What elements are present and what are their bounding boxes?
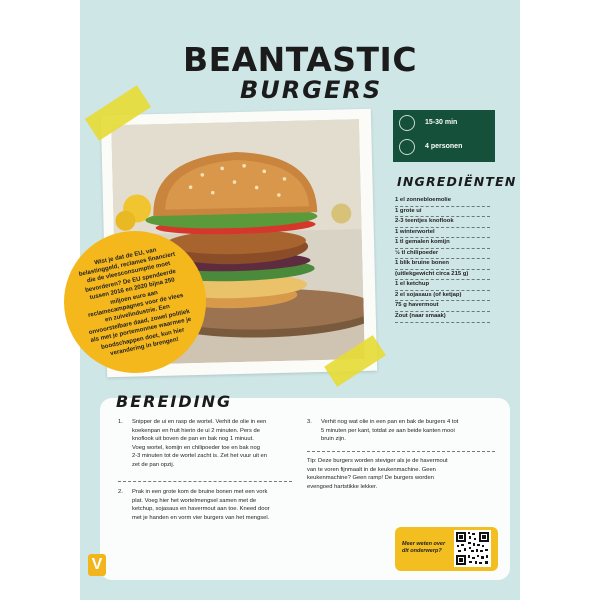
step-line: Verhit nog wat olie in een pan en bak de burgers 4 tot xyxy=(321,419,459,425)
clock-icon xyxy=(399,115,415,131)
qr-code-icon[interactable] xyxy=(454,530,491,567)
step-line: knoflook uit boven de pan en bak nog 1 minuut. xyxy=(132,436,254,442)
ingredient-item: 2 el sojasaus (of ketjap) xyxy=(395,291,490,302)
ingredient-item: ½ tl chilipoeder xyxy=(395,249,490,260)
info-box xyxy=(393,110,495,162)
step-2 xyxy=(118,488,288,526)
ingredient-item: 1 blik bruine bonen xyxy=(395,259,490,270)
step-line: plat. Voeg hier het wortelmengsel samen met de xyxy=(132,497,257,504)
step-line: zet de pan opzij. xyxy=(132,461,175,468)
ingredient-item: 1 winterwortel xyxy=(395,228,490,239)
ingredient-item: 2-3 teentjes knoflook xyxy=(395,217,490,228)
divider xyxy=(307,451,495,452)
step-line: Snipper de ui en rasp de wortel. Verhit de olie in een xyxy=(132,419,267,425)
step-line: met je handen en vorm vier burgers van het mengsel. xyxy=(132,514,270,521)
step-text xyxy=(132,488,270,522)
step-1 xyxy=(118,418,288,474)
more-info-box[interactable] xyxy=(395,527,498,571)
step-line: ketchup, sojasaus en havermout aan toe. Kneed door xyxy=(132,506,270,512)
step-line: Prak in een grote kom de bruine bonen met een vork xyxy=(132,489,268,495)
preparation-title: BEREIDING xyxy=(116,392,233,411)
tip xyxy=(307,457,497,493)
time-text: 15-30 min xyxy=(425,119,458,126)
persons-text: 4 personen xyxy=(425,143,463,150)
ingredient-item: (uitlekgewicht circa 215 g) xyxy=(395,270,490,281)
step-text xyxy=(132,418,267,469)
ingredients-title: INGREDIËNTEN xyxy=(397,174,517,189)
time-row xyxy=(393,113,495,135)
ingredient-item: 75 g havermout xyxy=(395,301,490,312)
step-line: bruin zijn. xyxy=(321,436,346,442)
step-number: 1. xyxy=(118,419,123,425)
tip-line: Tip: Deze burgers worden steviger als je de havermout xyxy=(307,458,448,464)
step-text xyxy=(321,418,458,444)
persons-icon xyxy=(399,139,415,155)
tip-line: van te voren fijnmaalt in de keukenmachine. Geen xyxy=(307,466,436,473)
title-line2: BURGERS xyxy=(240,76,383,104)
fact-text: Wist je dat de EU, van belastinggeld, reclames financiert die de vleesconsumptie moet bevorderen? De EU spendeerde tussen 2016 en 2020 bijna 250 miljoen euro aan reclamecampagnes voor de vlees en zuivelindustrie. Een onvoorstelbare daad, zowel politiek als met je portemonnee waarmee je boodschappen doet, kun hier verandering in brengen! xyxy=(78,246,192,358)
step-line: koekenpan en fruit hierin de ui 2 minuten. Pers de xyxy=(132,427,260,434)
brand-logo xyxy=(88,554,106,576)
step-3 xyxy=(307,418,497,446)
step-line: Voeg wortel, komijn en chilipoeder toe en bak nog xyxy=(132,444,260,451)
ingredients-list xyxy=(395,196,490,323)
persons-row xyxy=(393,137,495,159)
ingredient-item: 1 tl gemalen komijn xyxy=(395,238,490,249)
step-number: 2. xyxy=(118,489,123,495)
step-line: 2-3 minuten tot de wortel zacht is. Zet het vuur uit en xyxy=(132,453,268,459)
ingredient-item: 1 grote ui xyxy=(395,207,490,218)
step-number: 3. xyxy=(307,419,312,425)
tip-line: evengoed hartstikke lekker. xyxy=(307,483,378,490)
title-line1: BEANTASTIC xyxy=(182,40,418,79)
logo-letter: V xyxy=(91,556,103,573)
tip-line: keukenmachine? Geen ramp! De burgers worden xyxy=(307,475,434,481)
ingredient-item: 1 el zonnebloemolie xyxy=(395,196,490,207)
more-info-text: Meer weten over dit onderwerp? xyxy=(402,541,446,554)
divider xyxy=(118,481,292,482)
ingredient-item: Zout (naar smaak) xyxy=(395,312,490,323)
step-line: 5 minuten per kant, totdat ze aan beide kanten mooi xyxy=(321,427,455,434)
ingredient-item: 1 el ketchup xyxy=(395,280,490,291)
